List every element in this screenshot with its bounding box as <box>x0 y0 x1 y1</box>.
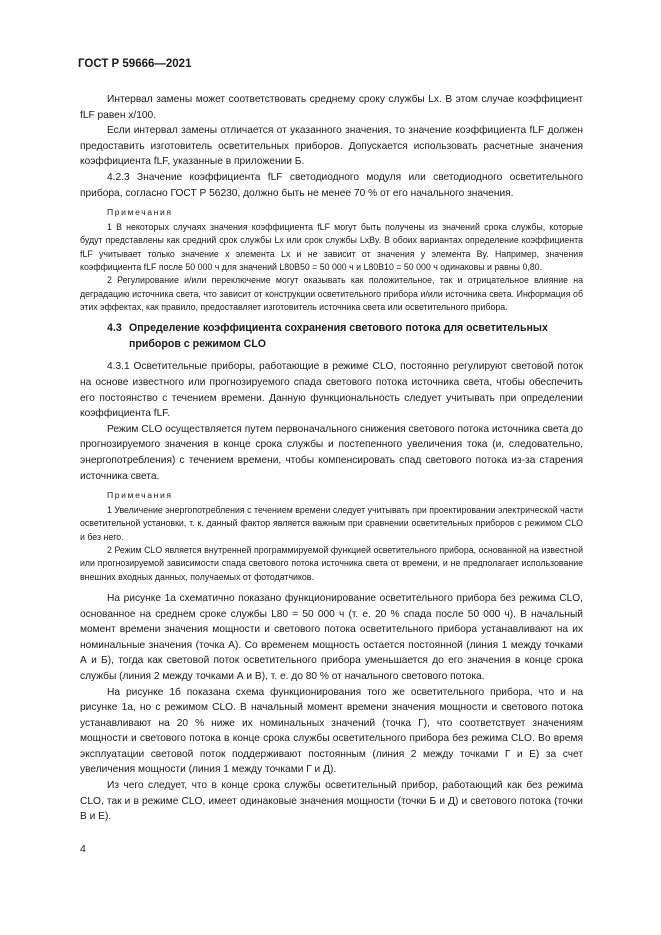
notes-title: Примечания <box>107 207 173 218</box>
paragraph: Интервал замены может соответствовать среднему сроку службы Lx. В этом случае коэффициент fLF равен x/100. <box>80 94 583 121</box>
paragraph: Если интервал замены отличается от указанного значения, то значение коэффициента fLF должен предоставить изготовитель осветительных приборов. Допускается использовать расчетные значения коэффициента fLF, указанные в приложении Б. <box>80 125 583 168</box>
section-title-line1: Определение коэффициента сохранения светового потока для осветительных <box>129 322 548 335</box>
note-item: 2 Регулирование и/или переключение могут оказывать как положительное, так и отрицательное влияние на деградацию источника света, что зависит от конструкции осветительного прибора и/или источника света. Информация об этих эффектах, как правило, предоставляет изготовитель источника света или осветительного прибора. <box>80 275 583 312</box>
document-body <box>80 92 583 825</box>
paragraph-4-3-1: 4.3.1 Осветительные приборы, работающие в режиме CLO, постоянно регулируют световой поток на основе известного или прогнозируемого спада светового потока источника света, чтобы обеспечить его постоянство с течением времени. Данную функциональность следует учитывать при определении коэффициента fLF. <box>80 361 583 420</box>
section-heading-4-3 <box>80 321 583 352</box>
paragraph: Режим CLO осуществляется путем первоначального снижения светового потока источника света до прогнозируемого значения в конце срока службы и постепенного увеличения тока (и, следовательно, энергопотребления) с течением времени, чтобы компенсировать спад светового потока из-за старения источника света. <box>80 423 583 482</box>
notes-title: Примечания <box>107 490 173 501</box>
paragraph: Из чего следует, что в конце срока службы осветительный прибор, работающий как без режима CLO, так и в режиме CLO, имеет одинаковые значения мощности (точки Б и Д) и светового потока (точки В и Е). <box>80 780 583 823</box>
section-title-line2: приборов с режимом CLO <box>129 337 267 350</box>
note-item: 1 Увеличение энергопотребления с течением времени следует учитывать при проектировании электрической части осветительной установки, т. к. данный фактор является важным при сравнении осветительных приборов с режимом CLO и без него. <box>80 505 583 542</box>
paragraph: На рисунке 1а схематично показано функционирование осветительного прибора без режима CLO, основанное на среднем сроке службы L80 = 50 000 ч (т. е. 20 % спада после 50 000 ч). В начальный момент времени значения мощности и светового потока осветительного прибора устанавливают на их номинальные значения (точка А). Со временем мощность остается постоянной (линия 1 между точками А и Б), тогда как световой поток осветительного прибора уменьшается до его значения в конце срока службы (линия 2 между точками А и В), т. е. до 80 % от начального светового потока. <box>80 592 583 682</box>
section-number: 4.3 <box>107 322 122 335</box>
page-number: 4 <box>80 843 86 855</box>
note-item: 2 Режим CLO является внутренней программируемой функцией осветительного прибора, основанной на известной или прогнозируемой зависимости спада светового потока источника света от времени, и не предполагает использование внешних входных данных, получаемых от фотодатчиков. <box>80 545 583 582</box>
document-header: ГОСТ Р 59666—2021 <box>78 58 192 70</box>
note-item: 1 В некоторых случаях значения коэффициента fLF могут быть получены из значений срока службы, которые будут представлены как средний срок службы Lx или срок службы LxBy. В обоих вариантах определение коэффициента fLF учитывает только значение x элемента Lx и не зависит от значения y элемента By. Например, значения коэффициента fLF после 50 000 ч для значений L80B50 = 50 000 ч и L80B10 = 50 000 ч одинаковы и равны 0,80. <box>80 222 583 273</box>
paragraph-4-2-3: 4.2.3 Значение коэффициента fLF светодиодного модуля или светодиодного осветительного прибора, согласно ГОСТ Р 56230, должно быть не менее 70 % от его начального значения. <box>80 171 583 199</box>
paragraph: На рисунке 1б показана схема функционирования того же осветительного прибора, что и на рисунке 1а, но с режимом CLO. В начальный момент времени значения мощности и светового потока устанавливают на 20 % ниже их номинальных значений (точка Г), что соответствует значениям мощности и светового потока в конце срока службы осветительного прибора без режима CLO. Во время эксплуатации световой поток поддерживают постоянным (линия 2 между точками Г и Е) за счет увеличения мощности (линия 1 между точками Г и Д). <box>80 686 583 776</box>
